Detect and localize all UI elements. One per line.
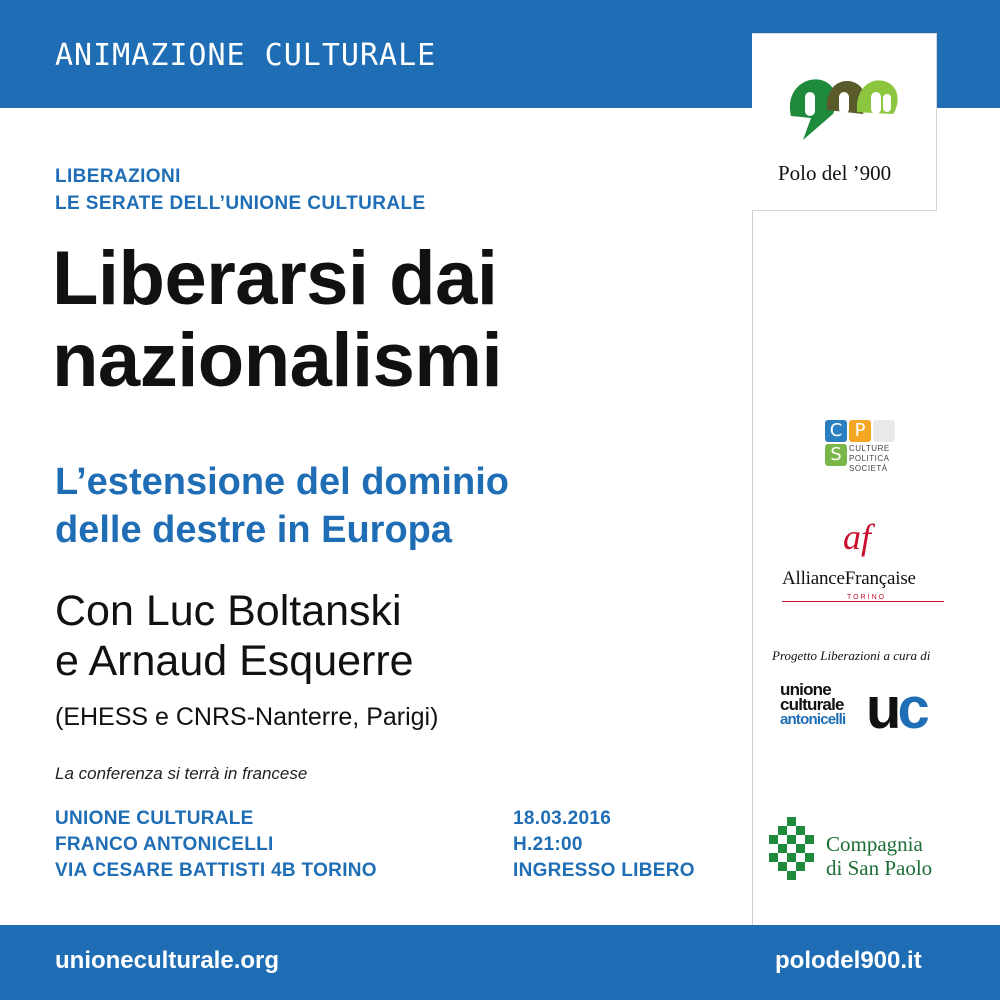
cps-p: P <box>849 420 871 442</box>
compagnia-line-2: di San Paolo <box>826 856 933 880</box>
cps-caption <box>849 444 890 474</box>
uc-logo-mark <box>866 676 926 741</box>
column-divider <box>752 108 753 925</box>
venue-block <box>55 806 377 884</box>
speakers-line-2: e Arnaud Esquerre <box>55 637 414 685</box>
uc-word-1: unione <box>780 680 831 699</box>
event-time: H.21:00 <box>513 834 583 855</box>
title-line-2: nazionalismi <box>52 318 503 403</box>
event-subtitle <box>55 458 509 554</box>
alliance-underline <box>782 601 944 602</box>
cps-caption-3: SOCIETÀ <box>849 464 888 473</box>
polo-label: Polo del ’900 <box>778 161 892 185</box>
venue-line-1: UNIONE CULTURALE <box>55 808 254 829</box>
venue-line-2: FRANCO ANTONICELLI <box>55 834 274 855</box>
cps-logo <box>825 420 897 488</box>
speakers <box>55 586 414 686</box>
venue-line-3: VIA CESARE BATTISTI 4B TORINO <box>55 860 377 881</box>
footer-link-unione[interactable]: unioneculturale.org <box>55 947 280 974</box>
series-heading <box>55 163 426 217</box>
series-line-2: LE SERATE DELL’UNIONE CULTURALE <box>55 193 426 214</box>
footer-link-polo[interactable]: polodel900.it <box>775 947 922 974</box>
compagnia-checker-icon <box>769 817 819 881</box>
cps-caption-2: POLITICA <box>849 454 890 463</box>
subtitle-line-2: delle destre in Europa <box>55 509 452 551</box>
entry-info: INGRESSO LIBERO <box>513 860 695 881</box>
polo-900-logo-icon <box>783 70 903 150</box>
uc-mark-c: c <box>897 676 926 741</box>
unione-culturale-wordmark <box>780 682 845 727</box>
uc-word-3: antonicelli <box>780 711 846 728</box>
schedule-block <box>513 806 695 884</box>
cps-c: C <box>825 420 847 442</box>
uc-word-2: culturale <box>780 695 844 714</box>
compagnia-name <box>826 832 932 880</box>
alliance-name: AllianceFrançaise <box>782 568 916 589</box>
cps-caption-1: CULTURE <box>849 444 890 453</box>
cps-blank <box>873 420 895 442</box>
event-date: 18.03.2016 <box>513 808 612 829</box>
language-note: La conferenza si terrà in francese <box>55 764 308 783</box>
title-line-1: Liberarsi dai <box>52 236 498 321</box>
event-title <box>52 238 502 402</box>
cps-s: S <box>825 444 847 466</box>
subtitle-line-1: L’estensione del dominio <box>55 461 509 503</box>
speakers-affiliation: (EHESS e CNRS-Nanterre, Parigi) <box>55 703 439 731</box>
uc-mark-u: u <box>866 676 898 741</box>
header-title: ANIMAZIONE CULTURALE <box>55 38 437 73</box>
compagnia-line-1: Compagnia <box>826 832 923 856</box>
alliance-city: TORINO <box>843 594 890 601</box>
alliance-mark: af <box>843 517 872 557</box>
project-note: Progetto Liberazioni a cura di <box>772 648 931 663</box>
speakers-line-1: Con Luc Boltanski <box>55 587 402 635</box>
series-line-1: LIBERAZIONI <box>55 166 181 187</box>
